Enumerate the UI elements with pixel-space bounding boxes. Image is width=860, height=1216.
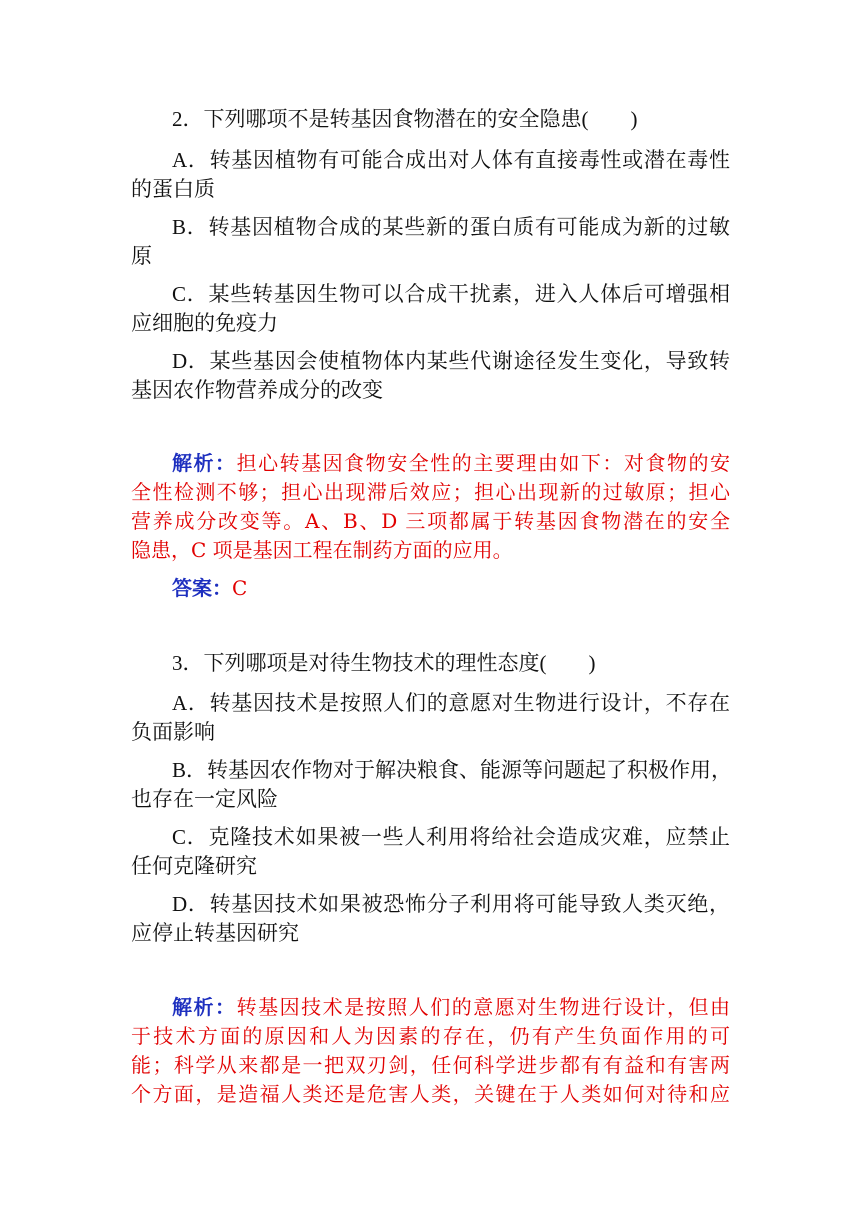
q2-answer-label: 答案： — [172, 576, 232, 600]
q3-option-b-line2: 也存在一定风险 — [131, 787, 278, 811]
q2-option-c-line1: C．某些转基因生物可以合成干扰素，进入人体后可增强相 — [172, 282, 730, 306]
q2-option-d-line1: D．某些基因会使植物体内某些代谢途径发生变化，导致转 — [172, 349, 730, 373]
q3-analysis-text1: 转基因技术是按照人们的意愿对生物进行设计，但由 — [236, 995, 731, 1019]
q3-option-a-line1: A．转基因技术是按照人们的意愿对生物进行设计，不存在 — [172, 691, 730, 715]
q3-analysis-line3: 能；科学从来都是一把双刃剑，任何科学进步都有有益和有害两 — [131, 1053, 730, 1077]
q2-analysis-label: 解析： — [172, 451, 237, 475]
q2-option-b-line1: B．转基因植物合成的某些新的蛋白质有可能成为新的过敏 — [172, 215, 730, 239]
q2-analysis-line3: 营养成分改变等。A、B、D 三项都属于转基因食物潜在的安全 — [131, 509, 730, 533]
q3-option-c-line1: C．克隆技术如果被一些人利用将给社会造成灾难，应禁止 — [172, 825, 730, 849]
q3-analysis-line4: 个方面，是造福人类还是危害人类，关键在于人类如何对待和应 — [131, 1082, 730, 1106]
q2-option-a-line1: A．转基因植物有可能合成出对人体有直接毒性或潜在毒性 — [172, 148, 730, 172]
q3-option-d-line2: 应停止转基因研究 — [131, 921, 299, 945]
q3-option-b-line1: B．转基因农作物对于解决粮食、能源等问题起了积极作用， — [172, 758, 733, 782]
q3-stem: 3．下列哪项是对待生物技术的理性态度( ) — [172, 651, 596, 675]
q2-option-a-line2: 的蛋白质 — [131, 177, 215, 201]
q2-answer-value: C — [232, 576, 248, 600]
q2-analysis-line4: 隐患，C 项是基因工程在制药方面的应用。 — [131, 538, 513, 562]
q2-analysis-line2: 全性检测不够；担心出现滞后效应；担心出现新的过敏原；担心 — [131, 480, 730, 504]
q3-option-d-line1: D．转基因技术如果被恐怖分子利用将可能导致人类灭绝， — [172, 892, 730, 916]
q2-analysis-text1: 担心转基因食物安全性的主要理由如下：对食物的安 — [236, 451, 731, 475]
q2-stem: 2．下列哪项不是转基因食物潜在的安全隐患( ) — [172, 107, 638, 131]
q3-option-c-line2: 任何克隆研究 — [131, 854, 257, 878]
q3-analysis-line2: 于技术方面的原因和人为因素的存在，仍有产生负面作用的可 — [131, 1024, 730, 1048]
q3-analysis-label: 解析： — [172, 995, 237, 1019]
q2-option-b-line2: 原 — [131, 244, 152, 268]
q2-option-d-line2: 基因农作物营养成分的改变 — [131, 378, 383, 402]
q2-option-c-line2: 应细胞的免疫力 — [131, 311, 278, 335]
q3-option-a-line2: 负面影响 — [131, 720, 215, 744]
q2-answer — [172, 571, 247, 605]
